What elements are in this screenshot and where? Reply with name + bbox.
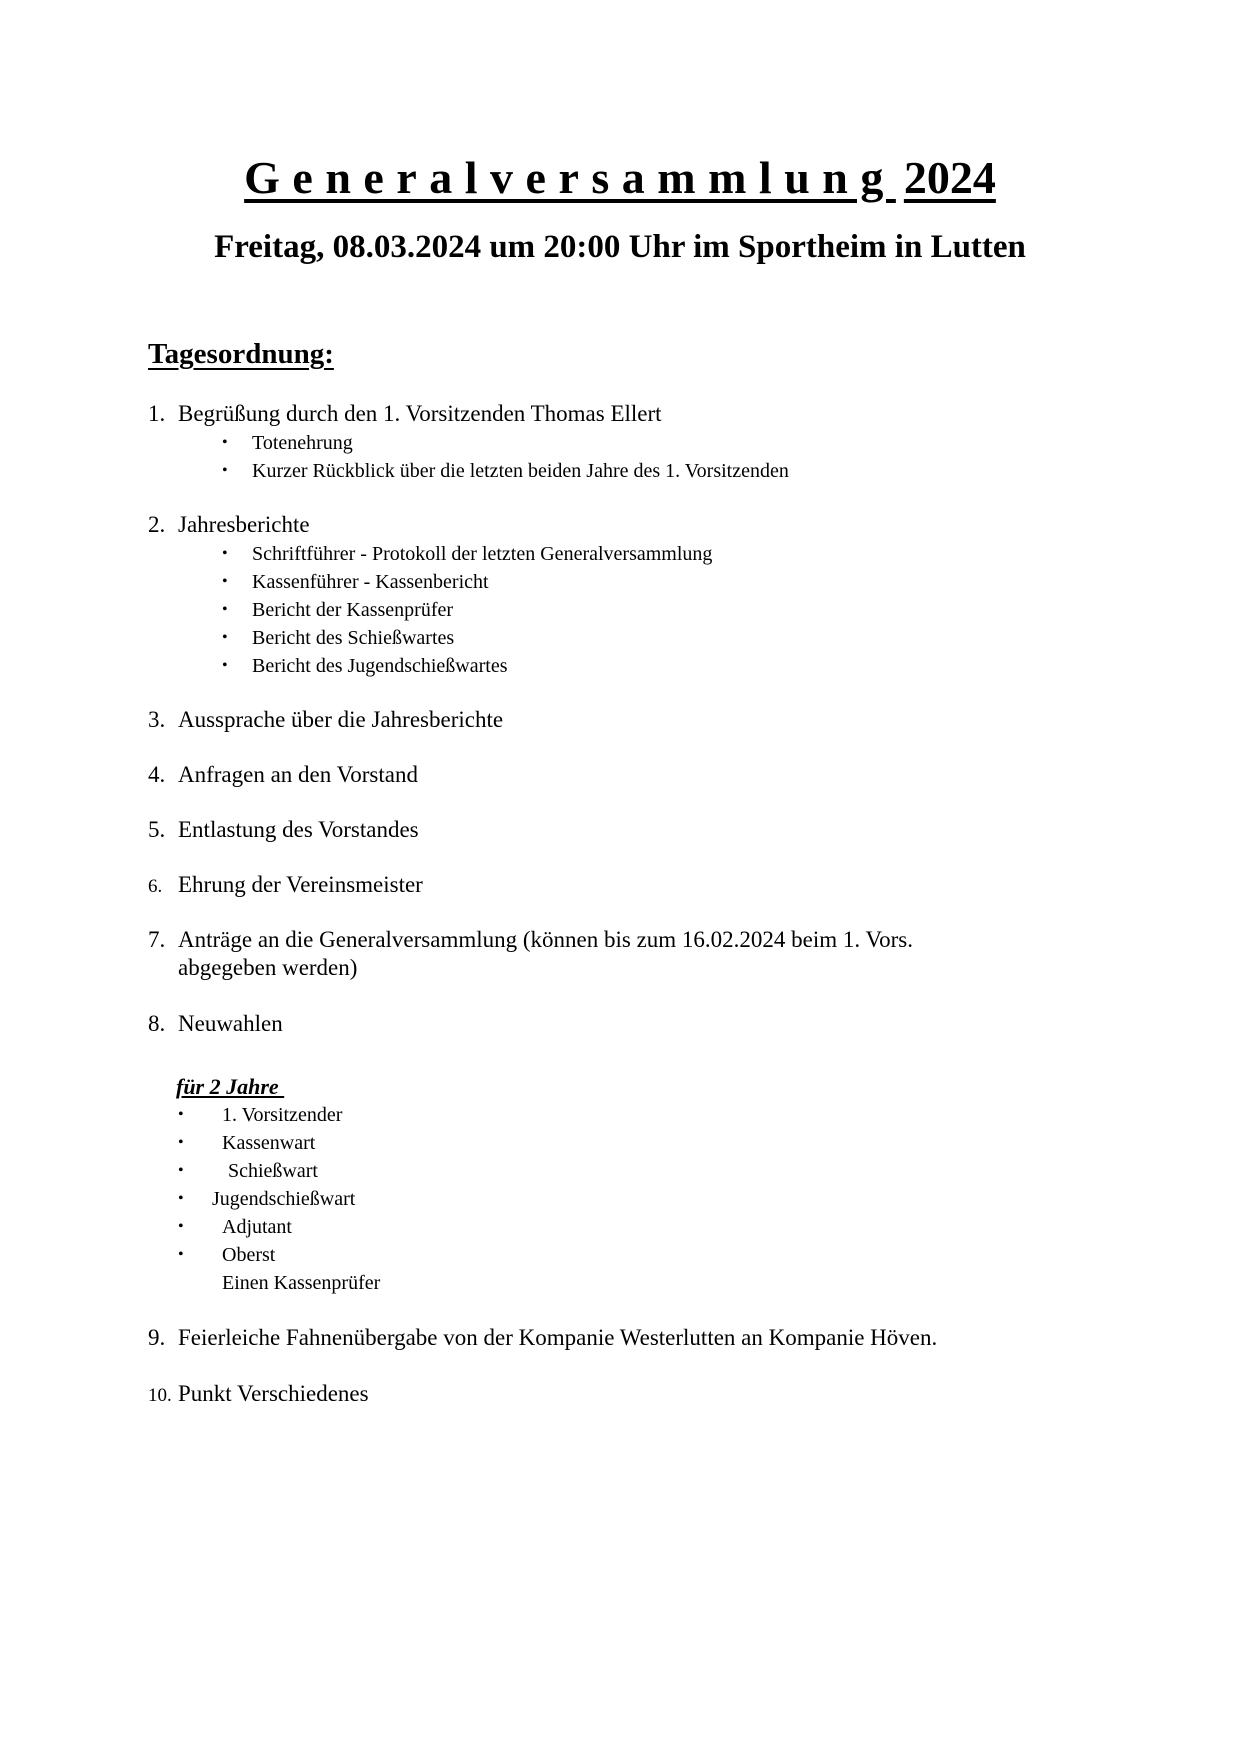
- bullet-icon: •: [178, 1134, 184, 1151]
- agenda-subitem: • Kassenführer - Kassenbericht: [252, 568, 489, 596]
- bullet-icon: •: [178, 1218, 184, 1235]
- agenda-item-text: Anträge an die Generalversammlung (können bis zum 16.02.2024 beim 1. Vors.: [178, 927, 914, 952]
- agenda-item-number: 3.: [148, 707, 166, 732]
- agenda-item-number: 10.: [148, 1385, 172, 1406]
- agenda-item-text: Entlastung des Vorstandes: [178, 817, 419, 842]
- bullet-icon: •: [222, 629, 228, 646]
- election-period-label: für 2 Jahre: [176, 1074, 285, 1099]
- title-word: Generalversammlung: [244, 152, 896, 203]
- bullet-icon: •: [222, 601, 228, 618]
- page-title: [0, 148, 1240, 208]
- bullet-icon: •: [178, 1190, 184, 1207]
- agenda-item-text: Feierleiche Fahnenübergabe von der Kompanie Westerlutten an Kompanie Höven.: [178, 1325, 938, 1350]
- agenda-subitem: • Bericht des Jugendschießwartes: [252, 652, 507, 680]
- bullet-icon: •: [222, 545, 228, 562]
- agenda-item-text: abgegeben werden): [178, 955, 358, 980]
- event-date-location: Freitag, 08.03.2024 um 20:00 Uhr im Sportheim in Lutten: [214, 229, 1026, 265]
- agenda-subitem: • Schriftführer - Protokoll der letzten Generalversammlung: [252, 540, 712, 568]
- bullet-icon: •: [178, 1106, 184, 1123]
- bullet-icon: •: [222, 434, 228, 451]
- title-year: 2024: [903, 152, 996, 203]
- agenda-item-text: Begrüßung durch den 1. Vorsitzenden Thomas Ellert: [178, 401, 662, 426]
- agenda-item-number: 2.: [148, 512, 166, 537]
- bullet-icon: •: [222, 657, 228, 674]
- agenda-item-text: Neuwahlen: [178, 1011, 283, 1036]
- agenda-item-text: Anfragen an den Vorstand: [178, 762, 418, 787]
- agenda-item-number: 9.: [148, 1325, 166, 1350]
- bullet-icon: •: [178, 1162, 184, 1179]
- agenda-item-text: Aussprache über die Jahresberichte: [178, 707, 504, 732]
- agenda-item-text: Jahresberichte: [178, 512, 310, 537]
- agenda-item-text: Ehrung der Vereinsmeister: [178, 872, 423, 897]
- document-page: Generalversammlung 2024 Freitag, 08.03.2024 um 20:00 Uhr im Sportheim in Lutten Tagesordnung: 1. Begrüßung durch den 1. Vorsitzenden Thomas Ellert • Totenehrung • Kurzer Rückblick über die letzten beiden Jahre des 1. Vorsitzenden 2. Jahresberichte • Schriftführer - Protokoll der letzten Generalversammlung • Kassenführer - Kassenbericht • Bericht der Kassenprüfer • Bericht des Schießwartes • Bericht des Jugendschießwartes 3. Aussprache über die Jahresberichte 4. Anfragen an den Vorstand 5. Entlastung des Vorstandes 6. Ehrung der Vereinsmeister 7. Anträge an die Generalversammlung (können bis zum 16.02.2024 beim 1. Vors. abgegeben werden) 8. Neuwahlen für 2 Jahre • 1. Vorsitzender • Kassenwart • Schießwart • Jugendschießwart • Adjutant • Oberst Einen Kassenprüfer 9. Feierleiche Fahnenübergabe von der Kompanie Westerlutten an Kompanie Höven. 10. Punkt Verschiedenes: [0, 0, 1240, 1754]
- agenda-subitem: • Totenehrung: [252, 429, 353, 457]
- agenda-item-number: 6.: [148, 876, 163, 897]
- agenda-item-number: 5.: [148, 817, 166, 842]
- agenda-subitem: • Bericht des Schießwartes: [252, 624, 454, 652]
- bullet-icon: •: [222, 462, 228, 479]
- agenda-heading: Tagesordnung:: [148, 338, 334, 370]
- bullet-icon: •: [222, 573, 228, 590]
- agenda-item-number: 8.: [148, 1011, 166, 1036]
- agenda-item-text: Punkt Verschiedenes: [178, 1381, 369, 1406]
- agenda-subitem: • Kurzer Rückblick über die letzten beiden Jahre des 1. Vorsitzenden: [252, 457, 789, 485]
- agenda-item-number: 1.: [148, 401, 166, 426]
- bullet-icon: •: [178, 1246, 184, 1263]
- agenda-item-number: 4.: [148, 762, 166, 787]
- agenda-subitem: • Bericht der Kassenprüfer: [252, 596, 453, 624]
- agenda-item-number: 7.: [148, 927, 166, 952]
